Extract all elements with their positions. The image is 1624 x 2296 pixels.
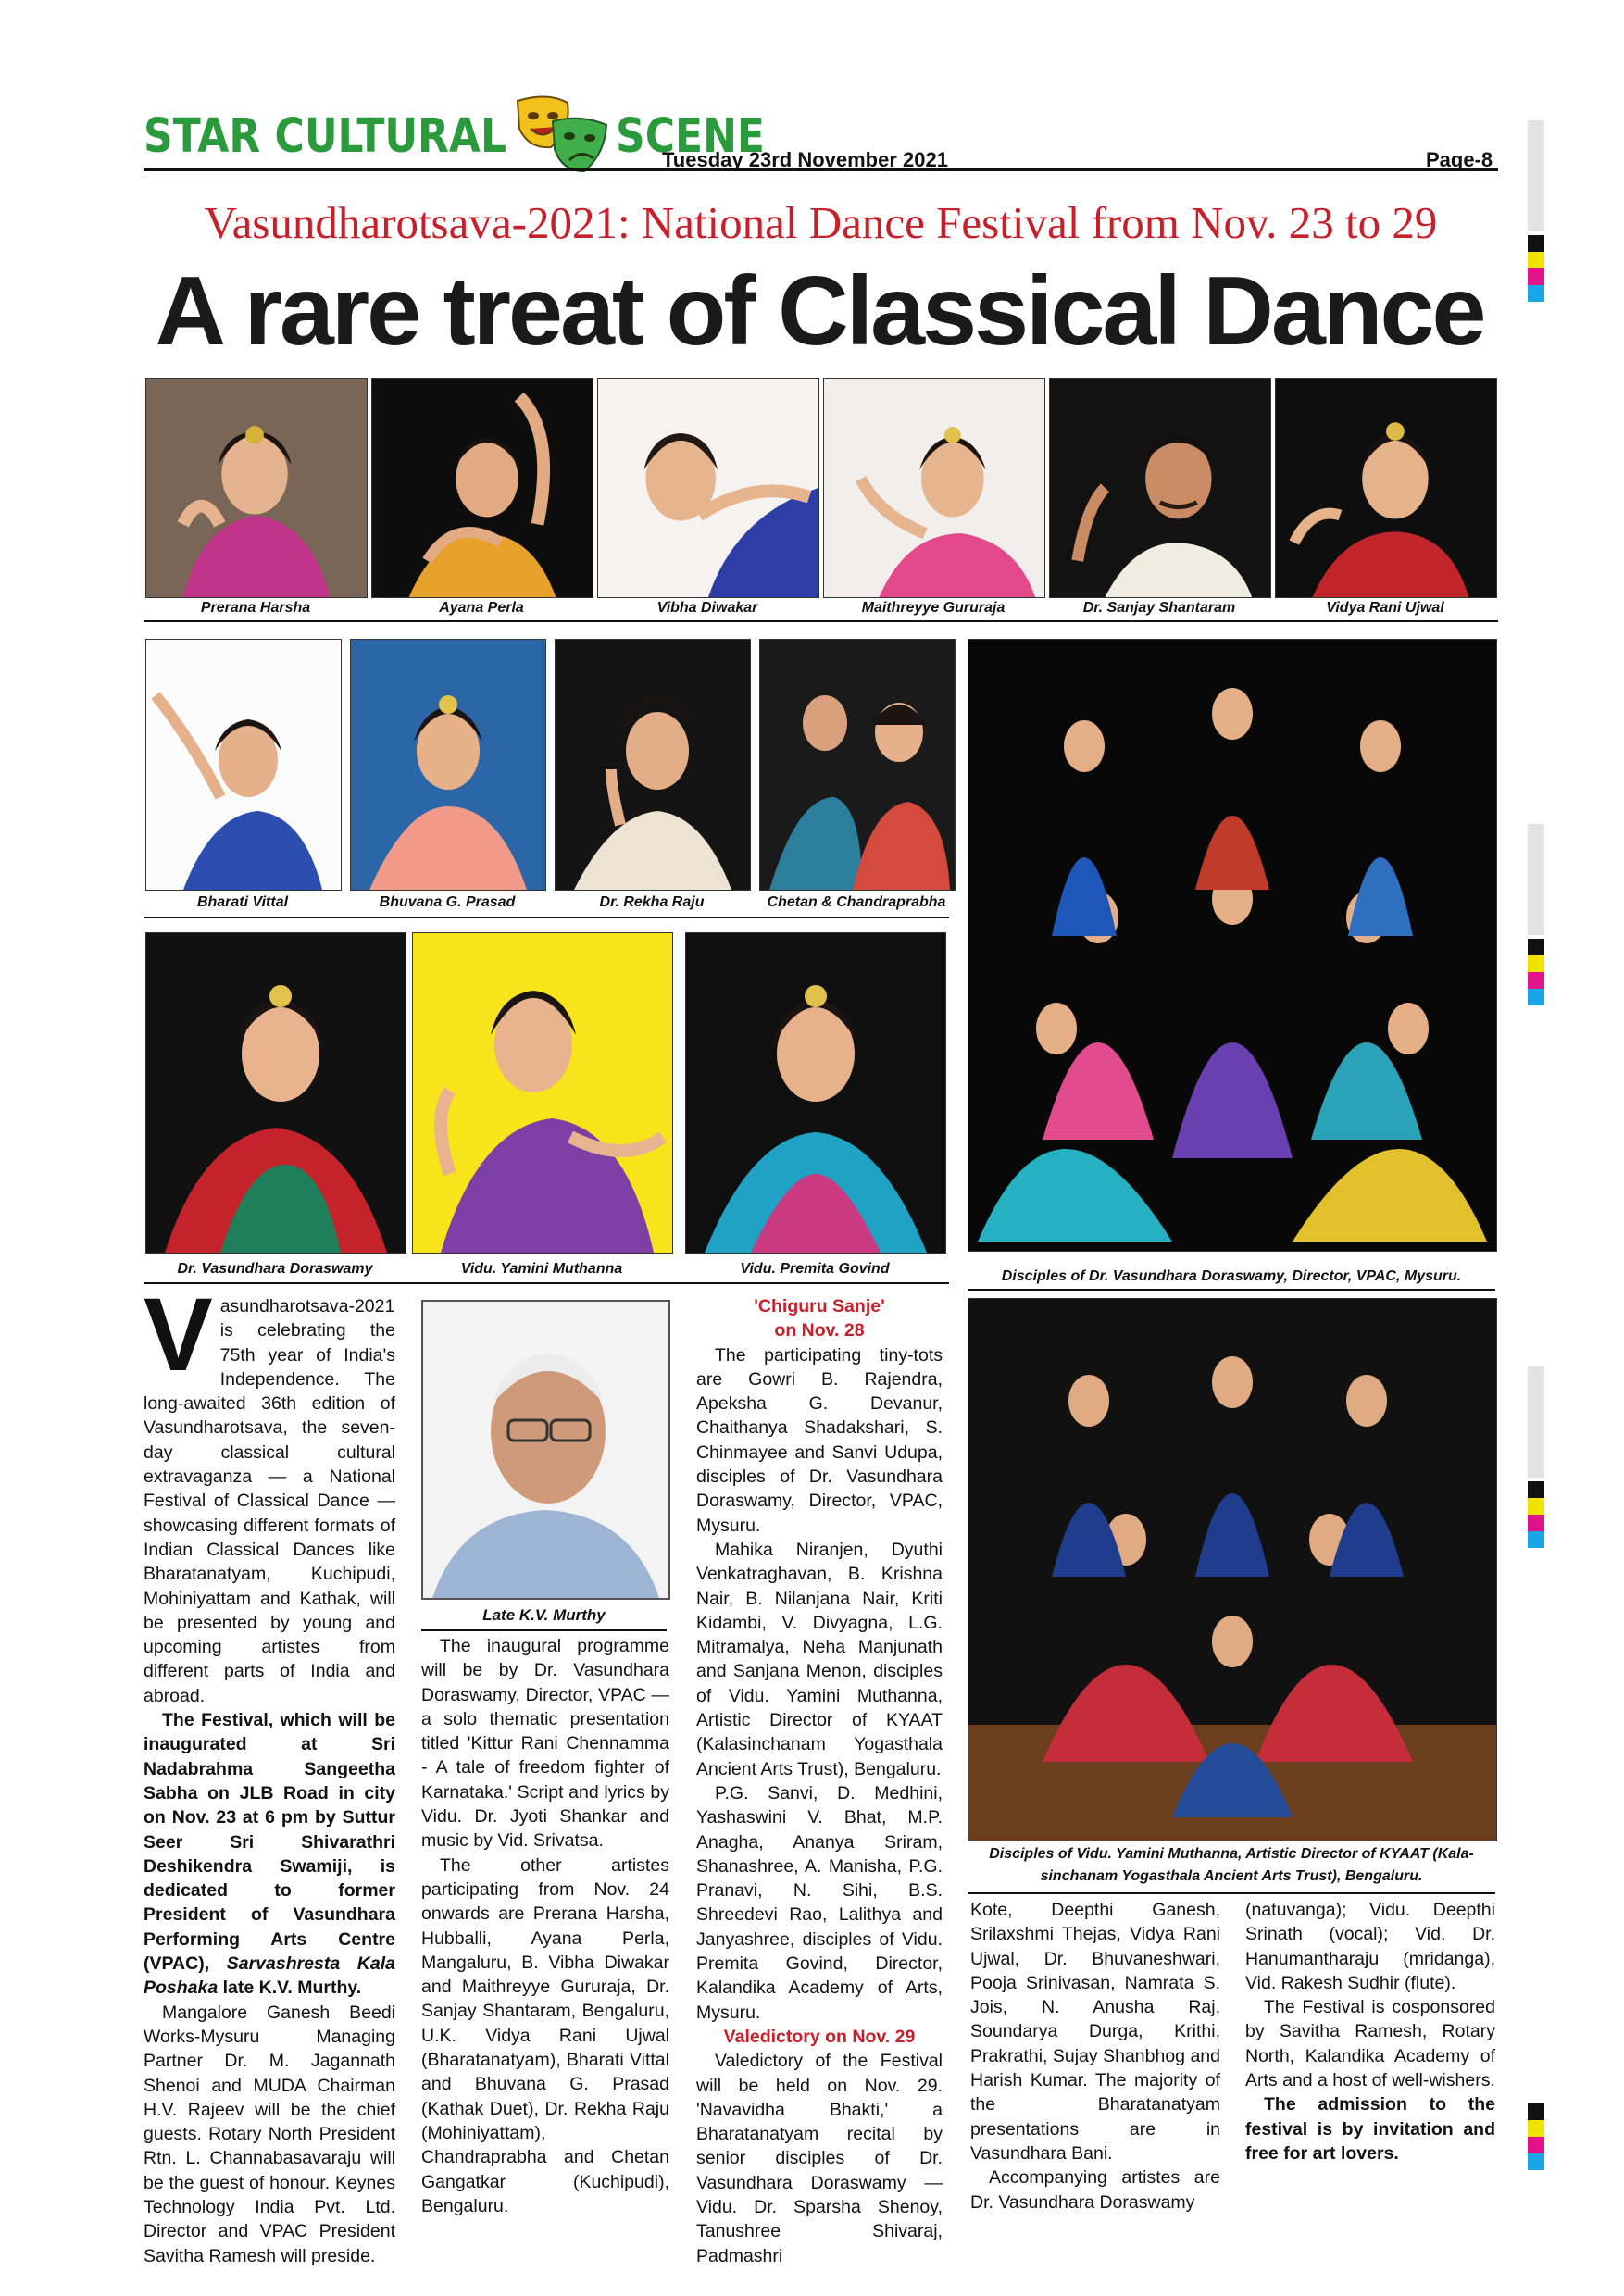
dancer-photo	[1275, 378, 1497, 598]
drop-cap: V	[144, 1277, 213, 1392]
dancer-photo	[145, 932, 406, 1254]
dancer-photo	[1049, 378, 1271, 598]
article-paragraph: The other artistes participating from Nov. 24 onwards are Prerana Harsha, Hubballi, Ayana Perla, Mangaluru, B. Vibha Diwakar and Maithreyye Gururaja, Dr. Sanjay Shantaram, Bengaluru, U.K. Vidya Rani Ujwal (Bharatanatyam), Bharati Vittal and Bhuvana G. Prasad (Kathak Duet), Dr. Rekha Raju (Mohiniyattam), Chandraprabha and Chetan Gangatkar (Kuchipudi), Bengaluru.	[421, 1854, 669, 2216]
article-paragraph: The Festival is cosponsored by Savitha Ramesh, Rotary North, Kalandika Academy of Arts and a host of well-wishers.	[1245, 1997, 1495, 2091]
article-paragraph: Accompanying artistes are Dr. Vasundhara Doraswamy	[970, 2167, 1220, 2213]
dancer-photo	[555, 639, 751, 891]
magenta-swatch	[1528, 268, 1544, 285]
yellow-swatch	[1528, 2120, 1544, 2137]
caption-rule	[144, 1282, 949, 1284]
dancer-photo	[145, 378, 368, 598]
caption-rule	[968, 1892, 1495, 1894]
group-photo	[968, 639, 1497, 1252]
article-column-5	[1245, 1898, 1495, 2165]
photo-caption: Vidya Rani Ujwal	[1326, 600, 1444, 616]
article-column-2	[421, 1634, 669, 2218]
article-column-4	[970, 1898, 1220, 2215]
group-caption: Disciples of Dr. Vasundhara Doraswamy, Director, VPAC, Mysuru.	[1001, 1268, 1462, 1284]
black-swatch	[1528, 235, 1544, 252]
photo-caption: Bhuvana G. Prasad	[379, 894, 516, 910]
dancer-photo	[412, 932, 673, 1254]
registration-bar	[1528, 1366, 1544, 1478]
group-caption-line-2: sinchanam Yogasthala Ancient Arts Trust), Bengaluru.	[1040, 1868, 1423, 1884]
magenta-swatch	[1528, 2137, 1544, 2153]
portrait-caption: Late K.V. Murthy	[482, 1606, 606, 1624]
cyan-swatch	[1528, 2153, 1544, 2170]
cyan-swatch	[1528, 285, 1544, 302]
group-photo	[968, 1298, 1497, 1841]
registration-bar	[1528, 120, 1544, 231]
section-heading: 'Chiguru Sanje'	[754, 1296, 885, 1316]
photo-caption: Maithreyye Gururaja	[861, 600, 1006, 616]
theatre-masks-icon	[510, 94, 612, 179]
photo-caption: Dr. Vasundhara Doraswamy	[177, 1261, 373, 1277]
dancer-photo	[350, 639, 546, 891]
article-paragraph-end: late K.V. Murthy.	[222, 1978, 362, 1999]
section-heading: Valedictory on Nov. 29	[723, 2026, 916, 2047]
article-paragraph: Mahika Niranjen, Dyuthi Venkatraghavan, B. Krishna Nair, B. Nilanjana Nair, Kriti Kidambi, V. Divyagna, L.G. Mitramalya, Neha Manjunath and Sanjana Menon, disciples of Vidu. Yamini Muthanna, Artistic Director of KYAAT (Kalasinchanam Yogasthala Ancient Arts Trust), Bengaluru.	[696, 1539, 943, 1779]
article-column-1	[144, 1277, 395, 2268]
article-title-phrase: Sarvashresta Kala Poshaka	[144, 1953, 395, 1999]
article-paragraph: The inaugural programme will be by Dr. Vasundhara Doraswamy, Director, VPAC — a solo thematic presentation titled 'Kittur Rani Chennamma - A tale of freedom fighter of Karnataka.' Script and lyrics by Vidu. Dr. Jyoti Shankar and music by Vid. Srivatsa.	[421, 1636, 669, 1852]
cyan-swatch	[1528, 1531, 1544, 1548]
article-paragraph: P.G. Sanvi, D. Medhini, Yashaswini V. Bhat, M.P. Anagha, Ananya Sriram, Shanashree, A. Manisha, P.G. Pranavi, N. Sihi, B.S. Shreedevi Rao, Lalithya and Janyashree, disciples of Vidu. Premita Govind, Director, Kalandika Academy of Arts, Mysuru.	[696, 1782, 943, 2023]
dancer-photo	[685, 932, 946, 1254]
article-paragraph: Valedictory of the Festival will be held on Nov. 29. 'Navavidha Bhakti,' a Bharatanatyam recital by senior disciples of Dr. Vasundhara Doraswamy — Vidu. Dr. Sparsha Shenoy, Tanushree Shivaraj, Padmashri	[696, 2051, 943, 2266]
caption-rule	[968, 1289, 1495, 1291]
yellow-swatch	[1528, 252, 1544, 268]
subheadline: Vasundharotsava-2021: National Dance Festival from Nov. 23 to 29	[204, 197, 1438, 248]
masthead-left-word: STAR CULTURAL	[144, 108, 507, 164]
registration-bar	[1528, 824, 1544, 935]
dancer-photo	[145, 639, 342, 891]
dancer-photo	[597, 378, 819, 598]
section-heading: on Nov. 28	[774, 1320, 865, 1341]
caption-rule	[421, 1629, 667, 1631]
article-paragraph: The participating tiny-tots are Gowri B. Rajendra, Apeksha G. Devanur, Chaithanya Shadakshari, S. Chinmayee and Sanvi Udupa, disciples of Dr. Vasundhara Doraswamy, Director, VPAC, Mysuru.	[696, 1344, 943, 1536]
group-caption-line-1: Disciples of Vidu. Yamini Muthanna, Artistic Director of KYAAT (Kala-	[989, 1846, 1474, 1862]
photo-caption: Prerana Harsha	[200, 600, 311, 616]
masthead-right-word: SCENE	[616, 108, 765, 164]
caption-rule	[144, 620, 1498, 622]
photo-caption: Vibha Diwakar	[656, 600, 758, 616]
headline: A rare treat of Classical Dance	[155, 256, 1484, 366]
article-paragraph-bold: The Festival, which will be inaugurated at Sri Nadabrahma Sangeetha Sabha on JLB Road in city on Nov. 23 at 6 pm by Suttur Seer Sri Shivarathri Deshikendra Swamiji, is dedicated to former President of Vasundhara Performing Arts Centre (VPAC),	[144, 1710, 395, 1975]
photo-caption: Ayana Perla	[439, 600, 524, 616]
magenta-swatch	[1528, 1515, 1544, 1531]
dancer-photo	[371, 378, 593, 598]
photo-caption: Chetan & Chandraprabha	[767, 894, 946, 910]
issue-date: Tuesday 23rd November 2021	[662, 148, 948, 171]
portrait-photo	[421, 1300, 670, 1600]
black-swatch	[1528, 939, 1544, 955]
page-number: Page-8	[1426, 148, 1493, 171]
article-paragraph: Mangalore Ganesh Beedi Works-Mysuru Managing Partner Dr. M. Jagannath Shenoi and MUDA Chairman H.V. Rajeev will be the chief guests. Rotary North President Rtn. L. Channabasavaraju will be the guest of honour. Keynes Technology India Pvt. Ltd. Director and VPAC President Savitha Ramesh will preside.	[144, 2002, 395, 2266]
cyan-swatch	[1528, 989, 1544, 1005]
black-swatch	[1528, 2103, 1544, 2120]
dateline-rule	[144, 168, 1498, 171]
article-column-3	[696, 1294, 943, 2268]
article-paragraph: (natuvanga); Vidu. Deepthi Srinath (vocal); Vid. Dr. Hanumantharaju (mridanga), Vid. Rakesh Sudhir (flute).	[1245, 1900, 1495, 1993]
photo-caption: Bharati Vittal	[196, 894, 289, 910]
dancer-photo	[759, 639, 956, 891]
photo-caption: Vidu. Premita Govind	[740, 1261, 890, 1277]
photo-caption: Vidu. Yamini Muthanna	[460, 1261, 623, 1277]
magenta-swatch	[1528, 972, 1544, 989]
yellow-swatch	[1528, 1498, 1544, 1515]
photo-caption: Dr. Sanjay Shantaram	[1082, 600, 1236, 616]
article-paragraph: Kote, Deepthi Ganesh, Srilaxshmi Thejas, Vidya Rani Ujwal, Dr. Bhuvaneshwari, Pooja Srinivasan, Namrata S. Jois, N. Anusha Raj, Soundarya Durga, Krithi, Prakrathi, Sujay Shanbhog and Harish Kumar. The majority of the Bharatanatyam presentations are in Vasundhara Bani.	[970, 1900, 1220, 2164]
black-swatch	[1528, 1481, 1544, 1498]
caption-rule	[144, 917, 949, 918]
article-paragraph-bold: The admission to the festival is by invitation and free for art lovers.	[1245, 2094, 1495, 2164]
yellow-swatch	[1528, 955, 1544, 972]
photo-caption: Dr. Rekha Raju	[599, 894, 705, 910]
dancer-photo	[823, 378, 1045, 598]
article-paragraph: asundharotsava-2021 is celebrating the 75th year of India's Independence. The long-awaited 36th edition of Vasundharotsava, the seven-day classical cultural extravaganza — a National Festival of Classical Dance — showcasing different formats of Indian Classical Dances like Bharatanatyam, Kuchipudi, Mohiniyattam and Kathak, will be presented by young and upcoming artistes from different parts of India and abroad.	[144, 1296, 395, 1706]
